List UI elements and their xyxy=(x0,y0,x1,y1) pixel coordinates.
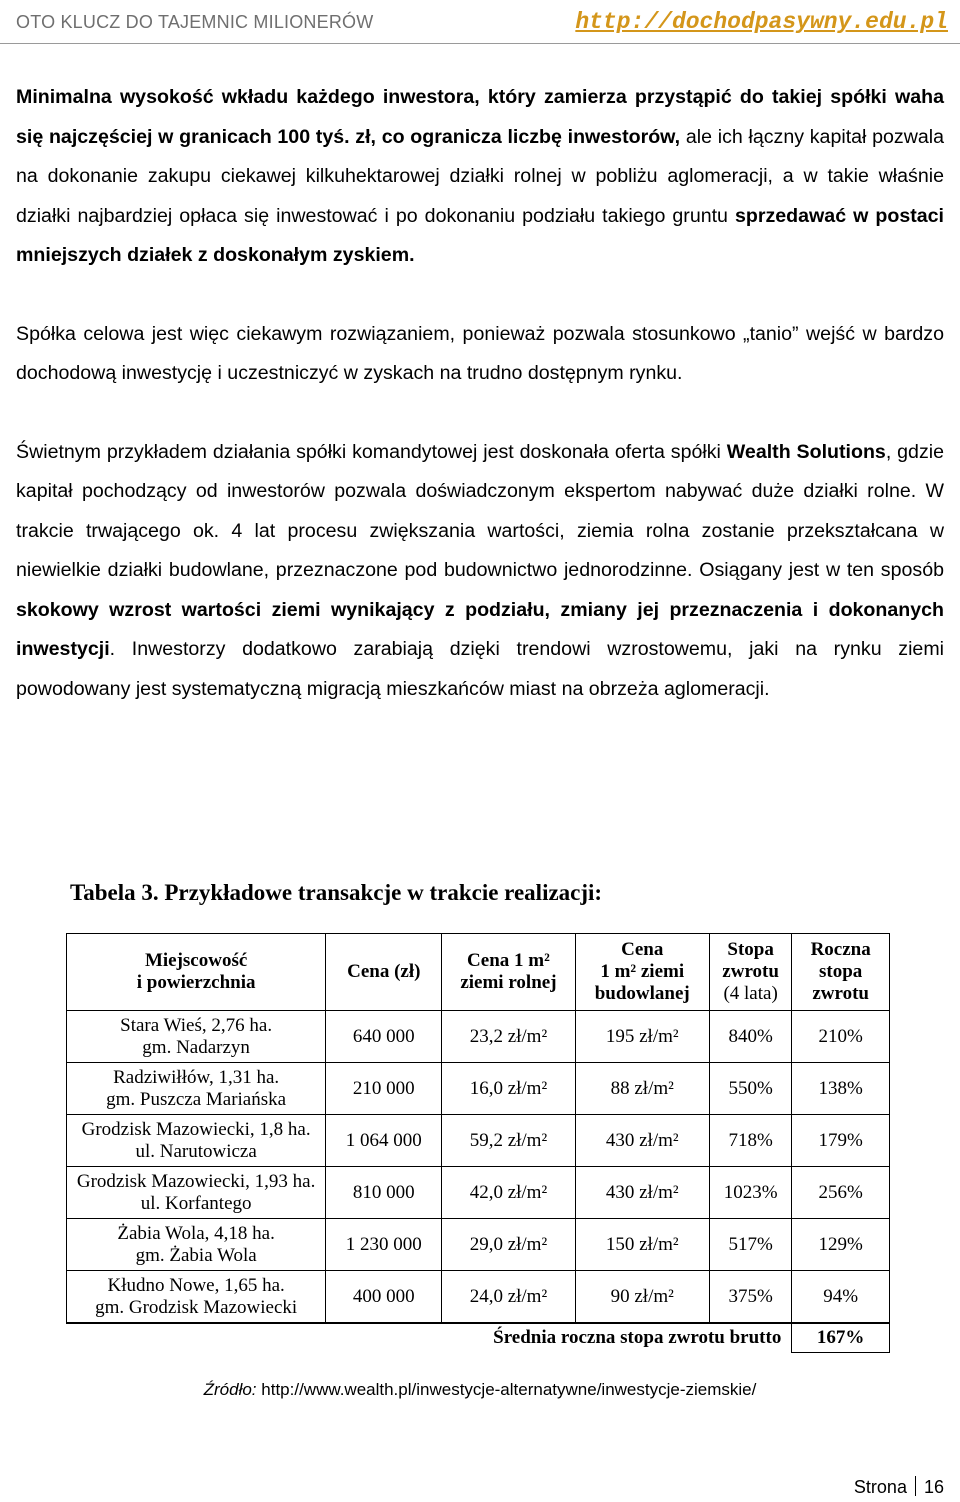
table-title: Tabela 3. Przykładowe transakcje w trakcie realizacji: xyxy=(70,880,603,905)
cell-build: 195 zł/m² xyxy=(575,1011,709,1063)
cell-agri: 23,2 zł/m² xyxy=(442,1011,575,1063)
cell-annual: 210% xyxy=(792,1011,890,1063)
cell-location: Stara Wieś, 2,76 ha. gm. Nadarzyn xyxy=(67,1011,326,1063)
p3-text-3: . Inwestorzy dodatkowo zarabiają dzięki trendowi wzrostowemu, jaki na rynku ziemi powodowany jest systematyczną migracją mieszkańców miast na obrzeża aglomeracji. xyxy=(16,638,944,700)
cell-price: 640 000 xyxy=(326,1011,442,1063)
cell-return: 718% xyxy=(709,1115,791,1167)
cell-annual: 129% xyxy=(792,1219,890,1271)
cell-annual: 94% xyxy=(792,1271,890,1324)
main-text xyxy=(16,78,944,709)
cell-location: Żabia Wola, 4,18 ha. gm. Żabia Wola xyxy=(67,1219,326,1271)
header-agri-price: Cena 1 m² ziemi rolnej xyxy=(442,934,575,1011)
cell-build: 88 zł/m² xyxy=(575,1063,709,1115)
header-return: Stopa zwrotu (4 lata) xyxy=(709,934,791,1011)
cell-location: Radziwiłłów, 1,31 ha. gm. Puszcza Mariańska xyxy=(67,1063,326,1115)
transactions-table xyxy=(66,933,890,1353)
paragraph-2: Spółka celowa jest więc ciekawym rozwiązaniem, ponieważ pozwala stosunkowo „tanio” wejść w bardzo dochodową inwestycję i uczestniczyć w zyskach na trudno dostępnym rynku. xyxy=(16,322,944,384)
footer-separator xyxy=(915,1476,916,1496)
page-header xyxy=(0,0,960,44)
cell-price: 810 000 xyxy=(326,1167,442,1219)
header-build-price: Cena 1 m² ziemi budowlanej xyxy=(575,934,709,1011)
table-row xyxy=(67,1167,890,1219)
cell-price: 210 000 xyxy=(326,1063,442,1115)
cell-build: 430 zł/m² xyxy=(575,1167,709,1219)
header-location: Miejscowość i powierzchnia xyxy=(67,934,326,1011)
page-number: 16 xyxy=(923,1477,944,1497)
cell-annual: 179% xyxy=(792,1115,890,1167)
paragraph-3 xyxy=(16,433,944,710)
table-header-row xyxy=(67,934,890,1011)
header-divider xyxy=(0,43,960,44)
average-label: Średnia roczna stopa zwrotu brutto xyxy=(67,1323,792,1353)
cell-agri: 24,0 zł/m² xyxy=(442,1271,575,1324)
header-link[interactable]: http://dochodpasywny.edu.pl xyxy=(575,9,948,35)
cell-build: 430 zł/m² xyxy=(575,1115,709,1167)
p3-bold-1: Wealth Solutions xyxy=(726,440,886,463)
cell-annual: 138% xyxy=(792,1063,890,1115)
cell-agri: 16,0 zł/m² xyxy=(442,1063,575,1115)
source-url[interactable]: http://www.wealth.pl/inwestycje-alternatywne/inwestycje-ziemskie/ xyxy=(256,1380,757,1399)
average-row xyxy=(67,1323,890,1353)
cell-agri: 59,2 zł/m² xyxy=(442,1115,575,1167)
header-title: OTO KLUCZ DO TAJEMNIC MILIONERÓW xyxy=(16,12,374,32)
page-label: Strona xyxy=(853,1477,907,1497)
cell-price: 1 230 000 xyxy=(326,1219,442,1271)
table-row xyxy=(67,1011,890,1063)
header-price: Cena (zł) xyxy=(326,934,442,1011)
cell-return: 550% xyxy=(709,1063,791,1115)
cell-annual: 256% xyxy=(792,1167,890,1219)
p3-text-1: Świetnym przykładem działania spółki komandytowej jest doskonała oferta spółki xyxy=(16,440,727,463)
p1-bold-end: sprzedawać w postaci mniejszych działek z doskonałym zyskiem. xyxy=(16,204,944,266)
cell-location: Kłudno Nowe, 1,65 ha. gm. Grodzisk Mazowiecki xyxy=(67,1271,326,1324)
p1-body: ale ich łączny kapitał pozwala na dokonanie zakupu ciekawej kilkuhektarowej działki rolnej w pobliżu aglomeracji, a w takie właśnie działki najbardziej opłaca się inwestować i po dokonaniu podziału takiego gruntu xyxy=(16,125,944,227)
cell-price: 400 000 xyxy=(326,1271,442,1324)
cell-return: 1023% xyxy=(709,1167,791,1219)
cell-agri: 42,0 zł/m² xyxy=(442,1167,575,1219)
source-line xyxy=(0,1380,960,1400)
page-footer xyxy=(854,1476,944,1498)
cell-return: 375% xyxy=(709,1271,791,1324)
table-row xyxy=(67,1115,890,1167)
source-label: Źródło: xyxy=(203,1380,257,1399)
p3-bold-2: skokowy wzrost wartości ziemi wynikający z podziału, zmiany jej przeznaczenia i dokonanych inwestycji xyxy=(16,598,944,660)
p3-text-2: , gdzie kapitał pochodzący od inwestorów pozwala doświadczonym ekspertom nabywać duże działki rolne. W trakcie trwającego ok. 4 lat procesu zwiększania wartości, ziemia rolna zostanie przekształcana w niewielkie działki budowlane, przeznaczone pod budownictwo jednorodzinne. Osiągany jest w ten sposób xyxy=(16,440,944,581)
cell-build: 90 zł/m² xyxy=(575,1271,709,1324)
cell-build: 150 zł/m² xyxy=(575,1219,709,1271)
average-value: 167% xyxy=(792,1323,890,1353)
cell-agri: 29,0 zł/m² xyxy=(442,1219,575,1271)
p1-bold-intro: Minimalna wysokość wkładu każdego inwestora, który zamierza przystąpić do takiej spółki waha się najczęściej w granicach 100 tyś. zł, co ogranicza liczbę inwestorów, xyxy=(16,86,944,148)
paragraph-1 xyxy=(16,78,944,276)
table-row xyxy=(67,1063,890,1115)
table-row xyxy=(67,1219,890,1271)
cell-return: 840% xyxy=(709,1011,791,1063)
cell-price: 1 064 000 xyxy=(326,1115,442,1167)
table-row xyxy=(67,1271,890,1324)
cell-location: Grodzisk Mazowiecki, 1,8 ha. ul. Narutowicza xyxy=(67,1115,326,1167)
cell-location: Grodzisk Mazowiecki, 1,93 ha. ul. Korfantego xyxy=(67,1167,326,1219)
header-annual-return: Roczna stopa zwrotu xyxy=(792,934,890,1011)
cell-return: 517% xyxy=(709,1219,791,1271)
